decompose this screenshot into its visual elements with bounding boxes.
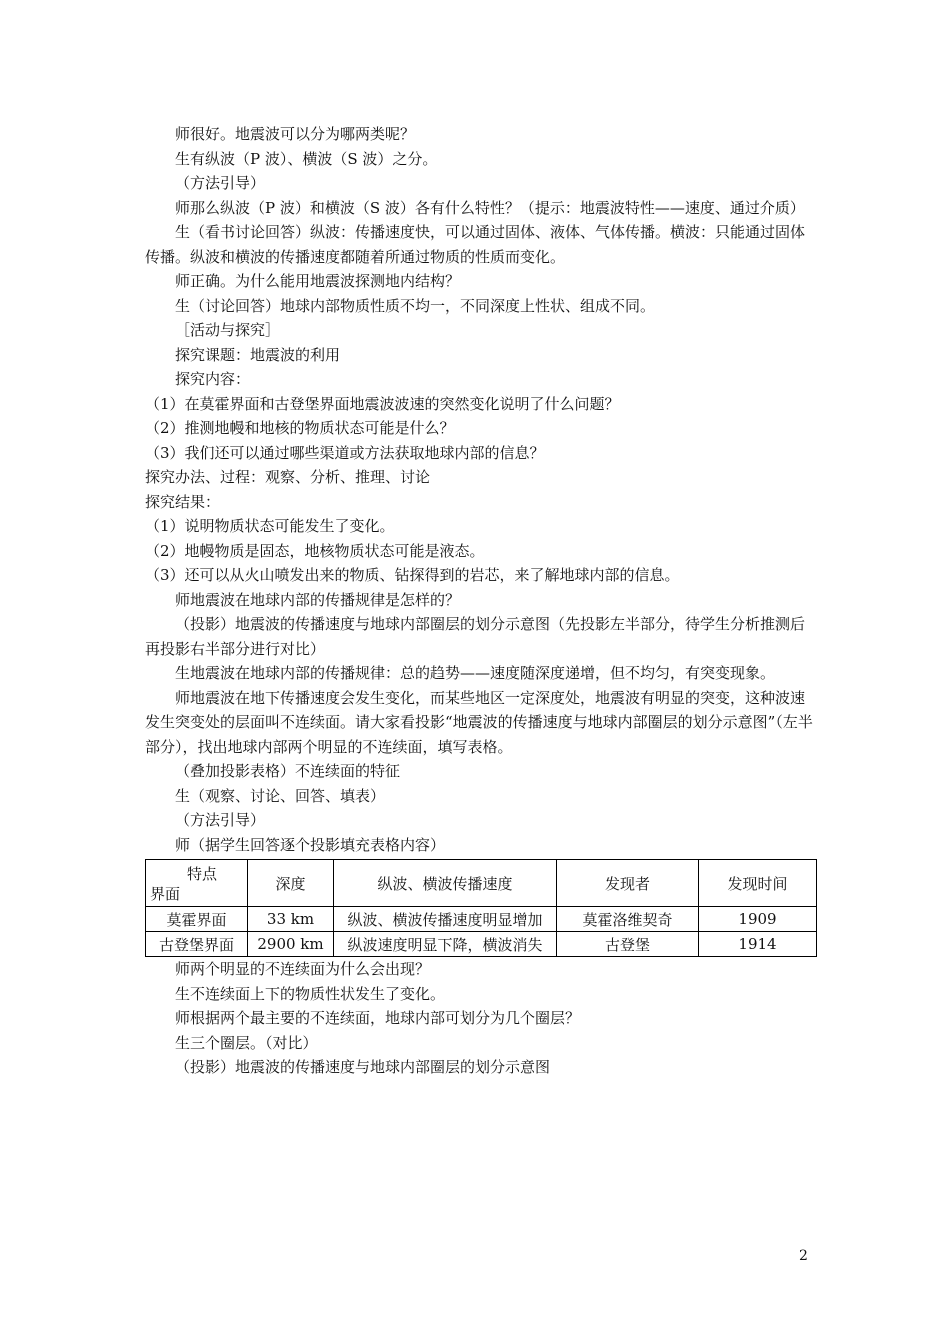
paragraph: 师地震波在地球内部的传播规律是怎样的？ (175, 590, 461, 609)
cell-speed: 纵波速度明显下降，横波消失 (334, 932, 557, 957)
paragraph: 师根据两个最主要的不连续面，地球内部可划分为几个圈层？ (175, 1009, 581, 1027)
paragraph: 师正确。为什么能用地震波探测地内结构？ (175, 272, 461, 290)
corner-label-feature: 特点 (186, 865, 217, 883)
paragraph: （方法引导） (175, 811, 266, 829)
paragraph: 生三个圈层。（对比） (175, 1033, 318, 1052)
cell-year: 1914 (699, 932, 817, 957)
paragraph: （3）我们还可以通过哪些渠道或方法获取地球内部的信息？ (145, 443, 545, 462)
paragraph: 师那么纵波（P 波）和横波（S 波）各有什么特性？（提示：地震波特性——速度、通过介质） (175, 198, 805, 217)
cell-depth: 2900 km (248, 932, 334, 957)
paragraph: ［活动与探究］ (175, 321, 281, 339)
paragraph: 师地震波在地下传播速度会发生变化，而某些地区一定深度处，地震波有明显的突变，这种波速发生突变处的层面叫不连续面。请大家看投影“地震波的传播速度与地球内部圈层的划分示意图”（左半部分），找出地球内部两个明显的不连续面，填写表格。 (145, 688, 813, 756)
paragraph: 生有纵波（P 波）、横波（S 波）之分。 (175, 149, 438, 168)
paragraph: 探究内容： (175, 370, 251, 388)
table-header-row (146, 860, 817, 907)
paragraph: 探究办法、过程：观察、分析、推理、讨论 (145, 468, 431, 486)
paragraph: 生不连续面上下的物质性状发生了变化。 (175, 984, 446, 1003)
paragraph: 师两个明显的不连续面为什么会出现？ (175, 960, 431, 978)
document-body (145, 122, 815, 1080)
paragraph-group-bottom (145, 957, 815, 1080)
cell-discoverer: 莫霍洛维契奇 (557, 907, 699, 932)
paragraph: 探究结果： (145, 492, 221, 511)
paragraph: （1）说明物质状态可能发生了变化。 (145, 517, 395, 535)
header-year: 发现时间 (699, 860, 817, 907)
paragraph: （叠加投影表格）不连续面的特征 (175, 762, 401, 780)
cell-discoverer: 古登堡 (557, 932, 699, 957)
corner-label-interface: 界面 (150, 885, 181, 903)
cell-depth: 33 km (248, 907, 334, 932)
paragraph: 生（看书讨论回答）纵波：传播速度快，可以通过固体、液体、气体传播。横波：只能通过固体传播。纵波和横波的传播速度都随着所通过物质的性质而变化。 (145, 223, 806, 266)
paragraph: 生（观察、讨论、回答、填表） (175, 786, 386, 805)
cell-year: 1909 (699, 907, 817, 932)
paragraph: （投影）地震波的传播速度与地球内部圈层的划分示意图（先投影左半部分，待学生分析推测后再投影右半部分进行对比） (145, 615, 806, 658)
paragraph: （3）还可以从火山喷发出来的物质、钻探得到的岩芯，来了解地球内部的信息。 (145, 566, 680, 584)
table-corner-cell (146, 860, 248, 907)
cell-interface-name: 古登堡界面 (146, 932, 248, 957)
header-speed: 纵波、横波传播速度 (334, 860, 557, 907)
paragraph-group-top (145, 122, 815, 857)
paragraph: 生（讨论回答）地球内部物质性质不均一，不同深度上性状、组成不同。 (175, 296, 656, 315)
paragraph: （2）推测地幔和地核的物质状态可能是什么？ (145, 419, 455, 437)
paragraph: 师（据学生回答逐个投影填充表格内容） (175, 835, 446, 854)
paragraph: 生地震波在地球内部的传播规律：总的趋势——速度随深度递增，但不均匀，有突变现象。 (175, 664, 776, 682)
paragraph: （投影）地震波的传播速度与地球内部圈层的划分示意图 (175, 1058, 551, 1076)
discontinuity-table (145, 859, 817, 957)
header-discoverer: 发现者 (557, 860, 699, 907)
table-row (146, 907, 817, 932)
cell-interface-name: 莫霍界面 (146, 907, 248, 932)
paragraph: 探究课题：地震波的利用 (175, 345, 341, 364)
paragraph: （1）在莫霍界面和古登堡界面地震波波速的突然变化说明了什么问题？ (145, 394, 620, 413)
page-number: 2 (799, 1248, 808, 1264)
cell-speed: 纵波、横波传播速度明显增加 (334, 907, 557, 932)
paragraph: （2）地幔物质是固态，地核物质状态可能是液态。 (145, 541, 485, 560)
header-depth: 深度 (248, 860, 334, 907)
paragraph: （方法引导） (175, 174, 266, 192)
paragraph: 师很好。地震波可以分为哪两类呢？ (175, 125, 416, 143)
table-row (146, 932, 817, 957)
